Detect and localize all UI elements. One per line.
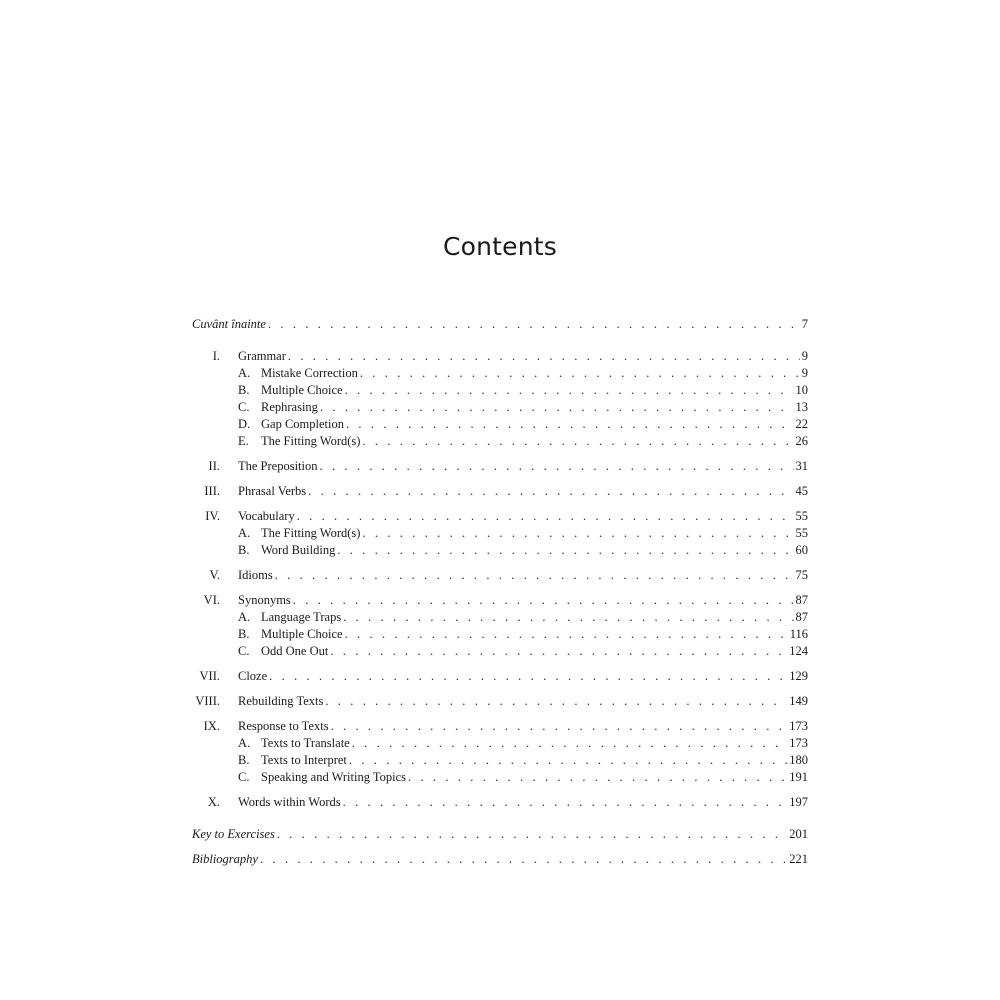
- entry-label: Gap Completion: [261, 417, 344, 431]
- entry-page: 221: [789, 852, 808, 866]
- entry-page: 87: [795, 593, 808, 607]
- entry-label: Word Building: [261, 543, 336, 557]
- entry-page: 124: [789, 644, 808, 658]
- dot-leader: [362, 433, 793, 450]
- entry-label: Key to Exercises: [192, 827, 275, 841]
- entry-page: 149: [789, 694, 808, 708]
- dot-leader: [320, 458, 794, 475]
- entry-label: The Fitting Word(s): [261, 526, 361, 540]
- subsection-letter: B.: [238, 753, 250, 767]
- dot-leader: [360, 365, 800, 382]
- dot-leader: [349, 752, 787, 769]
- chapter-numeral: III.: [204, 484, 220, 498]
- entry-page: 7: [801, 317, 808, 331]
- dot-leader: [320, 399, 794, 416]
- toc-entry-subsection: [192, 365, 808, 382]
- entry-label: Mistake Correction: [261, 366, 358, 380]
- entry-label: The Preposition: [238, 459, 318, 473]
- chapter-numeral: IX.: [203, 719, 220, 733]
- dot-leader: [308, 483, 793, 500]
- entry-label: Speaking and Writing Topics: [261, 770, 407, 784]
- toc-entry-back: [192, 826, 808, 843]
- entry-page: 26: [795, 434, 808, 448]
- toc-entry-chapter: [192, 567, 808, 584]
- entry-label: Grammar: [238, 349, 286, 363]
- dot-leader: [352, 735, 788, 752]
- dot-leader: [343, 609, 793, 626]
- dot-leader: [275, 567, 794, 584]
- entry-page: 129: [789, 669, 808, 683]
- entry-page: 116: [789, 627, 808, 641]
- entry-page: 45: [795, 484, 808, 498]
- chapter-numeral: X.: [207, 795, 220, 809]
- entry-page: 9: [801, 366, 808, 380]
- dot-leader: [346, 416, 794, 433]
- chapter-numeral: VI.: [203, 593, 220, 607]
- entry-label: Cuvânt înainte: [192, 317, 266, 331]
- dot-leader: [330, 643, 787, 660]
- entry-page: 55: [795, 526, 808, 540]
- dot-leader: [293, 592, 794, 609]
- entry-page: 173: [789, 736, 808, 750]
- entry-page: 197: [789, 795, 808, 809]
- toc-entry-chapter: [192, 458, 808, 475]
- subsection-letter: A.: [238, 610, 251, 624]
- entry-label: Synonyms: [238, 593, 291, 607]
- dot-leader: [331, 718, 788, 735]
- toc-entry-chapter: [192, 483, 808, 500]
- dot-leader: [288, 348, 800, 365]
- entry-label: Phrasal Verbs: [238, 484, 307, 498]
- toc-entry-chapter: [192, 794, 808, 811]
- chapter-numeral: V.: [209, 568, 220, 582]
- entry-label: Cloze: [238, 669, 268, 683]
- dot-leader: [337, 542, 793, 559]
- chapter-numeral: II.: [208, 459, 220, 473]
- toc-entry-back: [192, 851, 808, 868]
- toc-entry-chapter: [192, 668, 808, 685]
- toc-entry-subsection: [192, 382, 808, 399]
- entry-page: 87: [795, 610, 808, 624]
- dot-leader: [345, 382, 794, 399]
- toc-entry-chapter: [192, 348, 808, 365]
- dot-leader: [325, 693, 787, 710]
- entry-page: 173: [789, 719, 808, 733]
- entry-label: Words within Words: [238, 795, 341, 809]
- subsection-letter: C.: [238, 644, 250, 658]
- entry-page: 191: [789, 770, 808, 784]
- subsection-letter: A.: [238, 366, 251, 380]
- entry-page: 180: [789, 753, 808, 767]
- toc-entry-subsection: [192, 626, 808, 643]
- dot-leader: [343, 794, 788, 811]
- entry-label: Idioms: [238, 568, 273, 582]
- entry-page: 10: [795, 383, 808, 397]
- subsection-letter: D.: [238, 417, 251, 431]
- entry-page: 9: [801, 349, 808, 363]
- dot-leader: [345, 626, 788, 643]
- entry-label: Texts to Translate: [261, 736, 350, 750]
- entry-page: 55: [795, 509, 808, 523]
- subsection-letter: A.: [238, 526, 251, 540]
- toc-entry-chapter: [192, 693, 808, 710]
- subsection-letter: E.: [238, 434, 249, 448]
- entry-label: Multiple Choice: [261, 627, 343, 641]
- dot-leader: [277, 826, 787, 843]
- toc-entry-subsection: [192, 525, 808, 542]
- toc-entry-subsection: [192, 542, 808, 559]
- entry-page: 13: [795, 400, 808, 414]
- dot-leader: [408, 769, 787, 786]
- chapter-numeral: I.: [212, 349, 220, 363]
- toc-entry-subsection: [192, 735, 808, 752]
- entry-label: Multiple Choice: [261, 383, 343, 397]
- entry-label: Language Traps: [261, 610, 342, 624]
- entry-label: Texts to Interpret: [261, 753, 347, 767]
- dot-leader: [268, 316, 800, 333]
- toc-entry-subsection: [192, 752, 808, 769]
- entry-label: Response to Texts: [238, 719, 329, 733]
- subsection-letter: C.: [238, 400, 250, 414]
- entry-label: Odd One Out: [261, 644, 329, 658]
- chapter-numeral: VII.: [199, 669, 220, 683]
- dot-leader: [297, 508, 794, 525]
- dot-leader: [260, 851, 787, 868]
- subsection-letter: A.: [238, 736, 251, 750]
- table-of-contents: [192, 316, 808, 868]
- toc-entry-subsection: [192, 643, 808, 660]
- toc-entry-subsection: [192, 609, 808, 626]
- toc-entry-subsection: [192, 433, 808, 450]
- dot-leader: [269, 668, 787, 685]
- entry-label: Bibliography: [192, 852, 258, 866]
- page-title: Contents: [442, 232, 558, 261]
- entry-page: 22: [795, 417, 808, 431]
- entry-page: 31: [795, 459, 808, 473]
- entry-label: Rebuilding Texts: [238, 694, 324, 708]
- entry-page: 201: [789, 827, 808, 841]
- toc-entry-chapter: [192, 718, 808, 735]
- chapter-numeral: IV.: [205, 509, 220, 523]
- toc-entry-chapter: [192, 592, 808, 609]
- subsection-letter: C.: [238, 770, 250, 784]
- entry-page: 60: [795, 543, 808, 557]
- dot-leader: [362, 525, 793, 542]
- toc-entry-subsection: [192, 769, 808, 786]
- subsection-letter: B.: [238, 383, 250, 397]
- entry-page: 75: [795, 568, 808, 582]
- subsection-letter: B.: [238, 627, 250, 641]
- subsection-letter: B.: [238, 543, 250, 557]
- entry-label: Vocabulary: [238, 509, 295, 523]
- toc-entry-subsection: [192, 416, 808, 433]
- toc-entry-front: [192, 316, 808, 333]
- chapter-numeral: VIII.: [195, 694, 220, 708]
- entry-label: Rephrasing: [261, 400, 318, 414]
- entry-label: The Fitting Word(s): [261, 434, 361, 448]
- toc-entry-subsection: [192, 399, 808, 416]
- toc-entry-chapter: [192, 508, 808, 525]
